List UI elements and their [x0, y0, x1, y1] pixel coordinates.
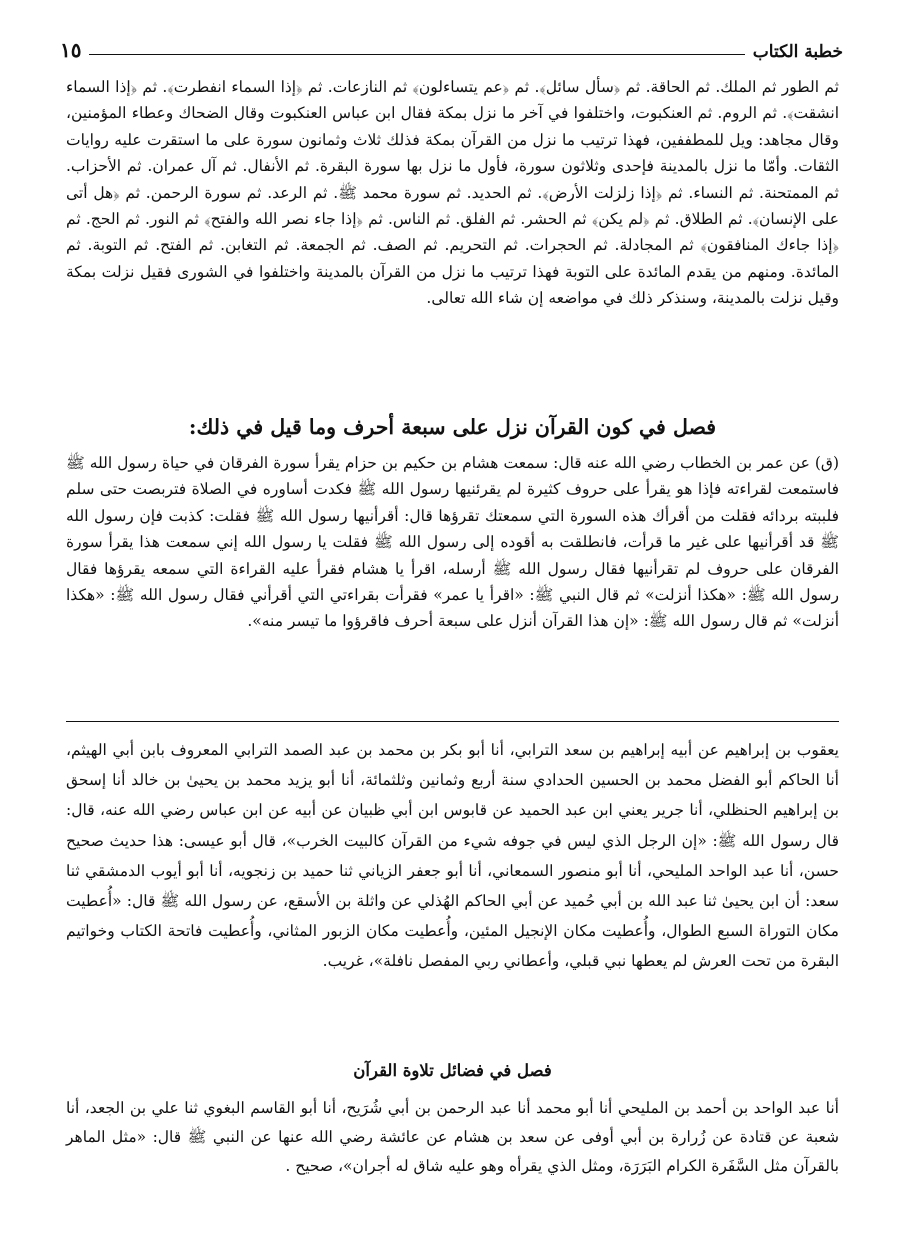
main-text-block: [66, 74, 839, 312]
paragraph-recitation-hadith: أنا عبد الواحد بن أحمد بن المليحي أنا أبو محمد أنا عبد الرحمن بن أبي شُرَيح، أنا أبو القاسم البغوي ثنا علي بن الجعد، أنا شعبة عن قتادة عن زُرارة بن أبي أوفى عن سعد بن هشام عن عائشة رضي الله عنها عن النبي ﷺ قال: «مثل الماهر بالقرآن مثل السَّفَرة الكرام البَرَرَة، ومثل الذي يقرأه وهو عليه شاق له أجران»، صحيح .: [66, 1099, 839, 1175]
running-title: خطبة الكتاب: [752, 42, 843, 62]
paragraph-surah-order: ثم الطور ثم الملك. ثم الحاقة. ثم ﴿سأل سائل﴾. ثم ﴿عم يتساءلون﴾ ثم النازعات. ثم ﴿إذا السماء انفطرت﴾. ثم ﴿إذا السماء انشقت﴾. ثم الروم. ثم العنكبوت، واختلفوا في آخر ما نزل بمكة فقال ابن عباس العنكبوت وقال الضحاك وعطاء المؤمنين، وقال مجاهد: ويل للمطففين، فهذا ترتيب ما نزل من القرآن بمكة فذلك ثلاث وثمانون سورة على ما استقرت عليه روايات الثقات. وأمّا ما نزل بالمدينة فإحدى وثلاثون سورة، فأول ما نزل بها سورة البقرة. ثم الأنفال. ثم آل عمران. ثم الأحزاب. ثم الممتحنة. ثم النساء. ثم ﴿إذا زلزلت الأرض﴾. ثم الحديد. ثم سورة محمد ﷺ. ثم الرعد. ثم سورة الرحمن. ثم ﴿هل أتى على الإنسان﴾. ثم الطلاق. ثم ﴿لم يكن﴾ ثم الحشر. ثم الفلق. ثم الناس. ثم ﴿إذا جاء نصر الله والفتح﴾ ثم النور. ثم الحج. ثم ﴿إذا جاءك المنافقون﴾ ثم المجادلة. ثم الحجرات. ثم التحريم. ثم الصف. ثم الجمعة. ثم التغابن. ثم الفتح. ثم التوبة. ثم المائدة. ومنهم من يقدم المائدة على التوبة فهذا ترتيب ما نزل من القرآن بالمدينة واختلفوا في الشورى فقيل نزلت بمكة وقيل نزلت بالمدينة، وسنذكر ذلك في مواضعه إن شاء الله تعالى.: [66, 78, 839, 308]
section-heading-recitation-virtues: فصل في فضائل تلاوة القرآن: [353, 1061, 552, 1080]
section-heading-seven-letters: فصل في كون القرآن نزل على سبعة أحرف وما قيل في ذلك:: [188, 415, 717, 439]
page-header: [60, 34, 843, 62]
hadith-block: [66, 450, 839, 635]
footnotes-block: [66, 735, 839, 977]
footnote-text: يعقوب بن إبراهيم عن أبيه إبراهيم بن سعد الترابي، أنا أبو بكر بن محمد بن عبد الصمد الترابي المعروف بابن أبي الهيثم، أنا الحاكم أبو الفضل محمد بن الحسين الحدادي سنة أربع وثمانين وثلثمائة، أنا أبو يزيد محمد بن يحيىٰ بن خالد أنا إسحق بن إبراهيم الحنظلي، أنا جرير يعني ابن عبد الحميد عن قابوس ابن أبي ظبيان عن أبيه عن ابن عباس رضي الله عنه، قال: قال رسول الله ﷺ: «إن الرجل الذي ليس في جوفه شيء من القرآن كالبيت الخرب»، قال أبو عيسى: هذا حديث صحيح حسن، أنا عبد الواحد المليحي، أنا أبو منصور السمعاني، أنا أبو جعفر الزياني ثنا حميد بن زنجويه، أنا أبو أيوب الدمشقي ثنا سعد: أن ابن يحيىٰ ثنا عبد الله بن أبي حُميد عن أبي الحاكم الهُذلي عن واثلة بن الأسقع، عن رسول الله ﷺ قال: «أُعطيت مكان التوراة السبع الطوال، وأُعطيت مكان الإنجيل المئين، وأُعطيت مكان الزبور المثاني، وأُعطيت فاتحة الكتاب وخواتيم البقرة من تحت العرش لم يعطها نبي قبلي، وأعطاني ربي المفصل نافلة»، غريب.: [66, 741, 839, 971]
recitation-block: [66, 1094, 839, 1181]
header-rule: [89, 54, 744, 55]
paragraph-hadith-umar: (ق) عن عمر بن الخطاب رضي الله عنه قال: سمعت هشام بن حكيم بن حزام يقرأ سورة الفرقان في حياة رسول الله ﷺ فاستمعت لقراءته فإذا هو يقرأ على حروف كثيرة لم يقرئنيها رسول الله ﷺ فكدت أساوره في الصلاة فتربصت حتى سلم فلببته بردائه فقلت من أقرأك هذه السورة التي سمعتك تقرؤها قال: أقرأنيها رسول الله ﷺ فقلت: كذبت فإن رسول الله ﷺ قد أقرأنيها على غير ما قرأت، فانطلقت به أقوده إلى رسول الله ﷺ فقلت يا رسول الله إني سمعت هذا يقرأ سورة الفرقان على حروف لم تقرأنيها فقال رسول الله ﷺ أرسله، اقرأ يا هشام فقرأ عليه القراءة التي سمعه يقرؤها فقال رسول الله ﷺ: «هكذا أنزلت» ثم قال النبي ﷺ: «اقرأ يا عمر» فقرأت بقراءتي التي أقرأني فقال رسول الله ﷺ: «هكذا أنزلت» ثم قال رسول الله ﷺ: «إن هذا القرآن أنزل على سبعة أحرف فاقرؤوا ما تيسر منه».: [66, 454, 839, 631]
footnote-divider: [66, 721, 839, 722]
page-number: ١٥: [60, 38, 82, 62]
